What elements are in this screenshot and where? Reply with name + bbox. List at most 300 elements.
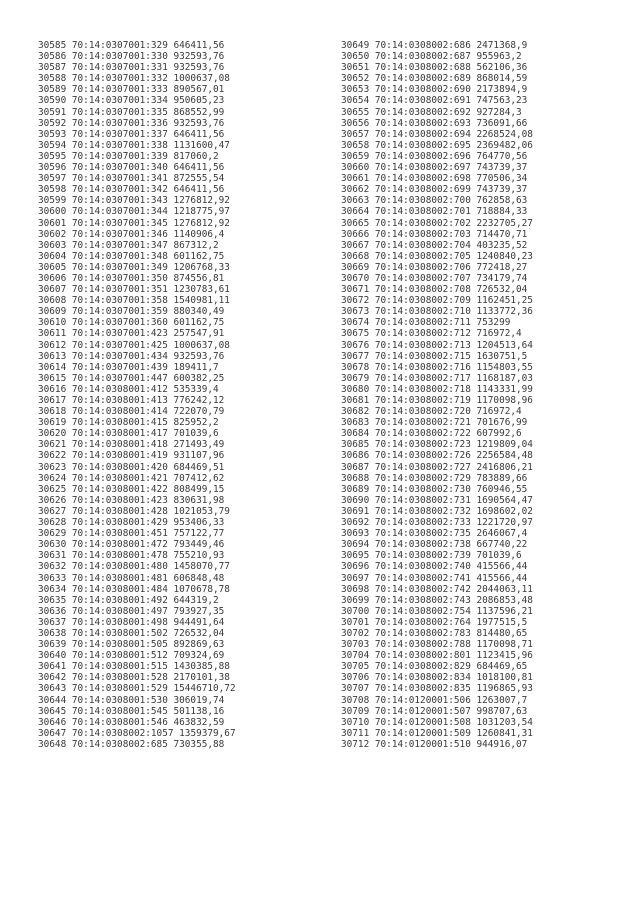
cadastral-value: 701039,6 [173, 428, 219, 440]
table-row [38, 140, 236, 151]
table-row [38, 284, 236, 295]
table-row [341, 62, 533, 73]
cadastral-value: 2369482,06 [476, 139, 533, 151]
row-id: 30694 [341, 539, 370, 551]
table-row [341, 95, 533, 106]
row-id: 30678 [341, 361, 370, 373]
row-id: 30670 [341, 272, 370, 284]
cadastral-value: 1143331,99 [476, 383, 533, 395]
row-id: 30619 [38, 417, 67, 429]
table-row [341, 306, 533, 317]
cadastral-value: 726532,04 [476, 284, 528, 296]
table-row [38, 506, 236, 517]
table-row [38, 340, 236, 351]
row-id: 30687 [341, 461, 370, 473]
cadastral-value: 646411,56 [173, 40, 225, 51]
cadastral-number: 70:14:0307001:447 [71, 372, 168, 384]
row-id: 30600 [38, 206, 67, 218]
cadastral-value: 743739,37 [476, 162, 528, 174]
cadastral-number: 70:14:0308002:692 [374, 106, 471, 118]
cadastral-value: 1230783,61 [173, 284, 230, 296]
row-id: 30588 [38, 73, 67, 85]
cadastral-number: 70:14:0308002:701 [374, 206, 471, 218]
row-id: 30701 [341, 616, 370, 628]
row-id: 30641 [38, 661, 67, 673]
table-row [38, 218, 236, 229]
cadastral-value: 1430385,88 [173, 661, 230, 673]
cadastral-number: 70:14:0308002:722 [374, 428, 471, 440]
cadastral-number: 70:14:0308002:708 [374, 284, 471, 296]
row-id: 30700 [341, 605, 370, 617]
cadastral-number: 70:14:0308002:698 [374, 173, 471, 185]
cadastral-number: 70:14:0307001:344 [71, 206, 168, 218]
cadastral-value: 776242,12 [173, 395, 225, 406]
table-row [38, 539, 236, 550]
cadastral-number: 70:14:0307001:339 [71, 150, 168, 162]
cadastral-number: 70:14:0308002:740 [374, 561, 471, 573]
cadastral-value: 944491,64 [173, 616, 225, 628]
cadastral-value: 736091,66 [476, 117, 528, 129]
cadastral-number: 70:14:0308002:703 [374, 228, 471, 240]
cadastral-value: 2170101,38 [173, 672, 230, 684]
row-id: 30585 [38, 40, 67, 51]
row-id: 30633 [38, 572, 67, 584]
cadastral-value: 2268524,08 [476, 128, 533, 140]
cadastral-number: 70:14:0307001:423 [71, 328, 168, 340]
cadastral-value: 868014,59 [476, 73, 528, 85]
table-row [341, 528, 533, 539]
cadastral-value: 734179,74 [476, 272, 528, 284]
row-id: 30662 [341, 184, 370, 196]
row-id: 30628 [38, 517, 67, 529]
row-id: 30601 [38, 217, 67, 229]
cadastral-number: 70:14:0307001:341 [71, 173, 168, 185]
cadastral-number: 70:14:0307001:334 [71, 95, 168, 107]
cadastral-value: 403235,52 [476, 239, 528, 251]
cadastral-value: 257547,91 [173, 328, 225, 340]
table-row [38, 151, 236, 162]
cadastral-value: 1170098,96 [476, 395, 533, 406]
row-id: 30706 [341, 672, 370, 684]
row-id: 30586 [38, 51, 67, 63]
cadastral-value: 743739,37 [476, 184, 528, 196]
cadastral-number: 70:14:0308002:783 [374, 627, 471, 639]
cadastral-value: 463832,59 [173, 716, 225, 728]
row-id: 30607 [38, 284, 67, 296]
table-row [38, 295, 236, 306]
table-row [341, 561, 533, 572]
row-id: 30638 [38, 627, 67, 639]
table-row [341, 184, 533, 195]
row-id: 30596 [38, 162, 67, 174]
table-row [341, 206, 533, 217]
table-row [341, 739, 533, 750]
cadastral-value: 757122,77 [173, 528, 225, 540]
cadastral-number: 70:14:0308002:788 [374, 639, 471, 651]
cadastral-number: 70:14:0308001:413 [71, 395, 168, 406]
table-row [341, 595, 533, 606]
cadastral-number: 70:14:0307001:439 [71, 361, 168, 373]
cadastral-value: 1276812,92 [173, 195, 230, 207]
table-row [38, 661, 236, 672]
table-row [341, 317, 533, 328]
table-row [38, 373, 236, 384]
cadastral-value: 772418,27 [476, 261, 528, 273]
cadastral-number: 70:14:0308002:835 [374, 683, 471, 695]
row-id: 30665 [341, 217, 370, 229]
row-id: 30666 [341, 228, 370, 240]
cadastral-number: 70:14:0308002:741 [374, 572, 471, 584]
table-row [341, 362, 533, 373]
table-row [341, 229, 533, 240]
table-row [38, 439, 236, 450]
row-id: 30614 [38, 361, 67, 373]
row-id: 30709 [341, 705, 370, 717]
cadastral-value: 880340,49 [173, 306, 225, 318]
row-id: 30663 [341, 195, 370, 207]
cadastral-value: 646411,56 [173, 184, 225, 196]
cadastral-number: 70:14:0307001:331 [71, 62, 168, 74]
cadastral-value: 1263007,7 [476, 694, 528, 706]
row-id: 30697 [341, 572, 370, 584]
row-id: 30695 [341, 550, 370, 562]
row-id: 30661 [341, 173, 370, 185]
table-row [38, 639, 236, 650]
cadastral-number: 70:14:0308002:730 [374, 483, 471, 495]
table-row [38, 650, 236, 661]
table-row [341, 573, 533, 584]
cadastral-number: 70:14:0308002:735 [374, 528, 471, 540]
table-row [341, 650, 533, 661]
table-row [38, 40, 236, 51]
cadastral-number: 70:14:0308002:801 [374, 650, 471, 662]
cadastral-number: 70:14:0308001:497 [71, 605, 168, 617]
cadastral-number: 70:14:0308001:515 [71, 661, 168, 673]
table-row [341, 717, 533, 728]
row-id: 30630 [38, 539, 67, 551]
row-id: 30712 [341, 738, 370, 750]
cadastral-value: 2086853,48 [476, 594, 533, 606]
row-id: 30703 [341, 639, 370, 651]
table-row [341, 84, 533, 95]
cadastral-number: 70:14:0307001:333 [71, 84, 168, 96]
row-id: 30626 [38, 494, 67, 506]
cadastral-value: 415566,44 [476, 561, 528, 573]
cadastral-value: 646411,56 [173, 162, 225, 174]
cadastral-value: 808499,15 [173, 483, 225, 495]
cadastral-number: 70:14:0307001:335 [71, 106, 168, 118]
row-id: 30669 [341, 261, 370, 273]
row-id: 30693 [341, 528, 370, 540]
cadastral-value: 606848,48 [173, 572, 225, 584]
cadastral-value: 1206768,33 [173, 261, 230, 273]
cadastral-number: 70:14:0308002:688 [374, 62, 471, 74]
row-id: 30667 [341, 239, 370, 251]
table-row [341, 661, 533, 672]
cadastral-number: 70:14:0308002:707 [374, 272, 471, 284]
table-row [38, 95, 236, 106]
cadastral-number: 70:14:0308002:706 [374, 261, 471, 273]
row-id: 30659 [341, 150, 370, 162]
cadastral-number: 70:14:0308002:764 [374, 616, 471, 628]
cadastral-number: 70:14:0307001:332 [71, 73, 168, 85]
table-row [341, 40, 533, 51]
table-row [341, 273, 533, 284]
table-row [341, 473, 533, 484]
table-row [38, 62, 236, 73]
row-id: 30616 [38, 383, 67, 395]
cadastral-number: 70:14:0308002:695 [374, 139, 471, 151]
cadastral-value: 600382,25 [173, 372, 225, 384]
cadastral-value: 1137596,21 [476, 605, 533, 617]
cadastral-value: 762858,63 [476, 195, 528, 207]
cadastral-value: 932593,76 [173, 350, 225, 362]
table-row [341, 328, 533, 339]
cadastral-value: 830631,98 [173, 494, 225, 506]
cadastral-value: 1260841,31 [476, 727, 533, 739]
row-id: 30664 [341, 206, 370, 218]
table-row [38, 262, 236, 273]
table-row [341, 706, 533, 717]
table-row [38, 417, 236, 428]
table-row [38, 229, 236, 240]
row-id: 30589 [38, 84, 67, 96]
cadastral-value: 646411,56 [173, 128, 225, 140]
cadastral-value: 932593,76 [173, 51, 225, 63]
cadastral-number: 70:14:0308002:702 [374, 217, 471, 229]
row-id: 30681 [341, 395, 370, 406]
cadastral-value: 950605,23 [173, 95, 225, 107]
table-row [38, 51, 236, 62]
cadastral-number: 70:14:0308002:694 [374, 128, 471, 140]
cadastral-value: 890567,01 [173, 84, 225, 96]
table-row [341, 340, 533, 351]
table-row [341, 395, 533, 406]
row-id: 30684 [341, 428, 370, 440]
cadastral-number: 70:14:0308001:502 [71, 627, 168, 639]
table-row [341, 195, 533, 206]
cadastral-number: 70:14:0308001:505 [71, 639, 168, 651]
cadastral-value: 722070,79 [173, 406, 225, 418]
row-id: 30632 [38, 561, 67, 573]
row-id: 30625 [38, 483, 67, 495]
table-row [341, 173, 533, 184]
cadastral-number: 70:14:0308001:530 [71, 694, 168, 706]
cadastral-value: 707412,62 [173, 472, 225, 484]
cadastral-value: 1140906,4 [173, 228, 225, 240]
row-id: 30658 [341, 139, 370, 151]
cadastral-value: 874556,81 [173, 272, 225, 284]
row-id: 30598 [38, 184, 67, 196]
cadastral-value: 601162,75 [173, 317, 225, 329]
table-row [341, 495, 533, 506]
row-id: 30620 [38, 428, 67, 440]
cadastral-number: 70:14:0308002:690 [374, 84, 471, 96]
table-row [38, 595, 236, 606]
cadastral-number: 70:14:0308002:691 [374, 95, 471, 107]
table-row [38, 517, 236, 528]
cadastral-number: 70:14:0307001:340 [71, 162, 168, 174]
table-row [341, 584, 533, 595]
table-row [38, 73, 236, 84]
cadastral-value: 1196865,93 [476, 683, 533, 695]
cadastral-value: 501138,16 [173, 705, 225, 717]
table-row [38, 395, 236, 406]
table-row [341, 151, 533, 162]
cadastral-number: 70:14:0308001:420 [71, 461, 168, 473]
table-row [341, 384, 533, 395]
cadastral-value: 1021053,79 [173, 505, 230, 517]
cadastral-value: 1218775,97 [173, 206, 230, 218]
table-row [38, 450, 236, 461]
cadastral-number: 70:14:0308002:742 [374, 583, 471, 595]
row-id: 30609 [38, 306, 67, 318]
table-row [341, 51, 533, 62]
row-id: 30599 [38, 195, 67, 207]
table-row [38, 683, 236, 694]
table-row [341, 218, 533, 229]
table-row [38, 484, 236, 495]
cadastral-number: 70:14:0120001:510 [374, 738, 471, 750]
row-id: 30587 [38, 62, 67, 74]
cadastral-value: 2256584,48 [476, 450, 533, 462]
row-id: 30680 [341, 383, 370, 395]
cadastral-value: 535339,4 [173, 383, 219, 395]
row-id: 30612 [38, 339, 67, 351]
table-row [38, 195, 236, 206]
cadastral-value: 709324,69 [173, 650, 225, 662]
cadastral-value: 15446710,72 [173, 683, 236, 695]
cadastral-value: 2044063,11 [476, 583, 533, 595]
table-row [38, 606, 236, 617]
row-id: 30604 [38, 250, 67, 262]
cadastral-value: 716972,4 [476, 406, 522, 418]
cadastral-number: 70:14:0308002:717 [374, 372, 471, 384]
table-row [341, 262, 533, 273]
table-row [341, 140, 533, 151]
cadastral-value: 932593,76 [173, 117, 225, 129]
cadastral-number: 70:14:0308002:711 [374, 317, 471, 329]
cadastral-value: 932593,76 [173, 62, 225, 74]
cadastral-value: 998707,63 [476, 705, 528, 717]
table-row [341, 406, 533, 417]
cadastral-number: 70:14:0308002:713 [374, 339, 471, 351]
table-row [38, 717, 236, 728]
table-row [38, 528, 236, 539]
cadastral-number: 70:14:0308001:412 [71, 383, 168, 395]
cadastral-value: 1000637,08 [173, 339, 230, 351]
cadastral-value: 271493,49 [173, 439, 225, 451]
row-id: 30690 [341, 494, 370, 506]
cadastral-number: 70:14:0308002:700 [374, 195, 471, 207]
table-row [38, 672, 236, 683]
cadastral-value: 1070678,78 [173, 583, 230, 595]
cadastral-value: 1031203,54 [476, 716, 533, 728]
table-row [38, 628, 236, 639]
table-row [341, 118, 533, 129]
row-id: 30660 [341, 162, 370, 174]
row-id: 30668 [341, 250, 370, 262]
cadastral-value: 1162451,25 [476, 295, 533, 307]
cadastral-number: 70:14:0308002:685 [71, 738, 168, 750]
cadastral-value: 953406,33 [173, 517, 225, 529]
cadastral-number: 70:14:0308002:721 [374, 417, 471, 429]
cadastral-number: 70:14:0308001:419 [71, 450, 168, 462]
table-row [38, 706, 236, 717]
cadastral-value: 415566,44 [476, 572, 528, 584]
cadastral-value: 747563,23 [476, 95, 528, 107]
cadastral-value: 931107,96 [173, 450, 225, 462]
row-id: 30673 [341, 306, 370, 318]
cadastral-number: 70:14:0307001:337 [71, 128, 168, 140]
cadastral-number: 70:14:0308001:418 [71, 439, 168, 451]
row-id: 30646 [38, 716, 67, 728]
row-id: 30691 [341, 505, 370, 517]
cadastral-number: 70:14:0308001:451 [71, 528, 168, 540]
row-id: 30611 [38, 328, 67, 340]
cadastral-value: 730355,88 [173, 738, 225, 750]
cadastral-value: 1630751,5 [476, 350, 528, 362]
table-row [341, 417, 533, 428]
row-id: 30591 [38, 106, 67, 118]
row-id: 30705 [341, 661, 370, 673]
table-row [341, 162, 533, 173]
row-id: 30654 [341, 95, 370, 107]
table-row [341, 728, 533, 739]
row-id: 30653 [341, 84, 370, 96]
cadastral-number: 70:14:0307001:330 [71, 51, 168, 63]
cadastral-number: 70:14:0308002:732 [374, 505, 471, 517]
table-row [38, 251, 236, 262]
cadastral-value: 1221720,97 [476, 517, 533, 529]
row-id: 30707 [341, 683, 370, 695]
cadastral-value: 601162,75 [173, 250, 225, 262]
cadastral-number: 70:14:0308001:484 [71, 583, 168, 595]
cadastral-number: 70:14:0307001:359 [71, 306, 168, 318]
cadastral-value: 955963,2 [476, 51, 522, 63]
cadastral-number: 70:14:0308002:696 [374, 150, 471, 162]
cadastral-number: 70:14:0308002:689 [374, 73, 471, 85]
cadastral-value: 1018100,81 [476, 672, 533, 684]
cadastral-number: 70:14:0120001:509 [374, 727, 471, 739]
cadastral-number: 70:14:0308001:415 [71, 417, 168, 429]
cadastral-number: 70:14:0307001:329 [71, 40, 168, 51]
cadastral-number: 70:14:0307001:350 [71, 272, 168, 284]
cadastral-value: 753299 [476, 317, 511, 329]
row-id: 30679 [341, 372, 370, 384]
cadastral-value: 1276812,92 [173, 217, 230, 229]
cadastral-value: 1698602,02 [476, 505, 533, 517]
table-row [341, 484, 533, 495]
cadastral-number: 70:14:0308001:498 [71, 616, 168, 628]
cadastral-value: 1458070,77 [173, 561, 230, 573]
row-id: 30602 [38, 228, 67, 240]
cadastral-value: 1204513,64 [476, 339, 533, 351]
table-row [38, 351, 236, 362]
cadastral-number: 70:14:0307001:343 [71, 195, 168, 207]
cadastral-number: 70:14:0308001:480 [71, 561, 168, 573]
cadastral-number: 70:14:0308002:731 [374, 494, 471, 506]
cadastral-value: 1133772,36 [476, 306, 533, 318]
table-row [38, 473, 236, 484]
table-row [341, 428, 533, 439]
row-id: 30594 [38, 139, 67, 151]
cadastral-value: 607992,6 [476, 428, 522, 440]
cadastral-value: 2416806,21 [476, 461, 533, 473]
table-row [38, 362, 236, 373]
row-id: 30610 [38, 317, 67, 329]
row-id: 30627 [38, 505, 67, 517]
